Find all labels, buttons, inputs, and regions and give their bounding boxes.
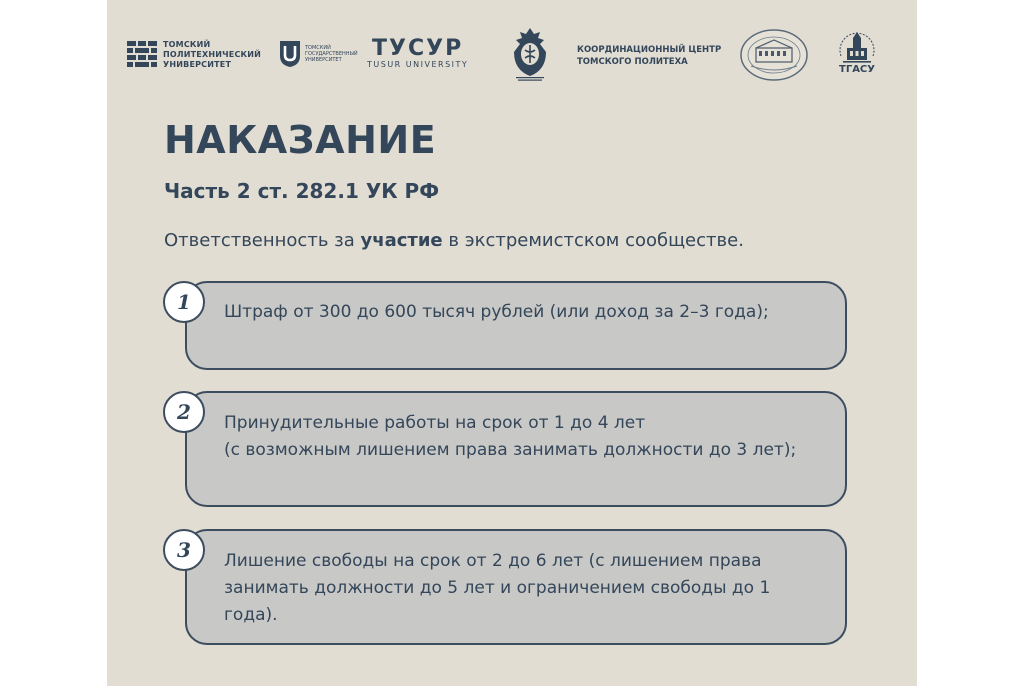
kc-line2: ТОМСКОГО ПОЛИТЕХА bbox=[577, 57, 688, 67]
penalty-text: Штраф от 300 до 600 тысяч рублей (или доход за 2–3 года); bbox=[224, 302, 769, 322]
tgpu-logo bbox=[739, 28, 809, 82]
item-number-badge: 1 bbox=[163, 281, 205, 323]
intro-after: в экстремистском сообществе. bbox=[442, 230, 744, 251]
tgasu-logo bbox=[835, 26, 879, 75]
tgasu-emblem-icon bbox=[835, 26, 879, 66]
penalty-text-line2: (с возможным лишением права занимать должности до 3 лет); bbox=[224, 440, 797, 460]
tpu-emblem-icon bbox=[127, 41, 157, 69]
tusur-logo bbox=[367, 38, 468, 70]
penalty-item bbox=[163, 529, 847, 645]
tpu-logo bbox=[127, 40, 261, 70]
penalty-item bbox=[163, 281, 847, 370]
intro-before: Ответственность за bbox=[164, 230, 361, 251]
tpu-line3: УНИВЕРСИТЕТ bbox=[163, 60, 232, 69]
tsu-line3: УНИВЕРСИТЕТ bbox=[305, 57, 342, 63]
sibmed-emblem-icon bbox=[510, 26, 550, 82]
sibmed-logo bbox=[510, 26, 550, 82]
logos-row bbox=[107, 26, 917, 86]
intro-bold: участие bbox=[360, 230, 443, 251]
penalty-box bbox=[185, 529, 847, 645]
penalty-box bbox=[185, 391, 847, 507]
coordination-center-logo bbox=[577, 44, 721, 68]
kc-line1: КООРДИНАЦИОННЫЙ ЦЕНТР bbox=[577, 45, 722, 55]
tgpu-seal-icon bbox=[739, 28, 809, 82]
penalty-item bbox=[163, 391, 847, 507]
law-reference: Часть 2 ст. 282.1 УК РФ bbox=[164, 179, 440, 203]
penalty-text: Лишение свободы на срок от 2 до 6 лет (с лишением права занимать должности до 5 лет и ограничением свободы до 1 года). bbox=[224, 551, 771, 625]
tusur-wordmark: ТУСУР bbox=[372, 36, 464, 61]
tsu-line1: ТОМСКИЙ bbox=[305, 45, 331, 51]
penalty-box bbox=[185, 281, 847, 370]
item-number-badge: 2 bbox=[163, 391, 205, 433]
tsu-line2: ГОСУДАРСТВЕННЫЙ bbox=[305, 51, 358, 57]
tsu-logo bbox=[279, 40, 358, 68]
item-number-badge: 3 bbox=[163, 529, 205, 571]
penalty-text-line1: Принудительные работы на срок от 1 до 4 лет bbox=[224, 413, 646, 433]
tsu-shield-icon bbox=[279, 40, 301, 68]
tpu-line2: ПОЛИТЕХНИЧЕСКИЙ bbox=[163, 50, 262, 59]
tgasu-label: ТГАСУ bbox=[839, 64, 875, 75]
page-title: НАКАЗАНИЕ bbox=[164, 118, 437, 162]
tpu-line1: ТОМСКИЙ bbox=[163, 40, 211, 49]
tusur-subtitle: TUSUR UNIVERSITY bbox=[367, 60, 469, 69]
slide bbox=[107, 0, 917, 686]
intro-text bbox=[164, 228, 744, 254]
